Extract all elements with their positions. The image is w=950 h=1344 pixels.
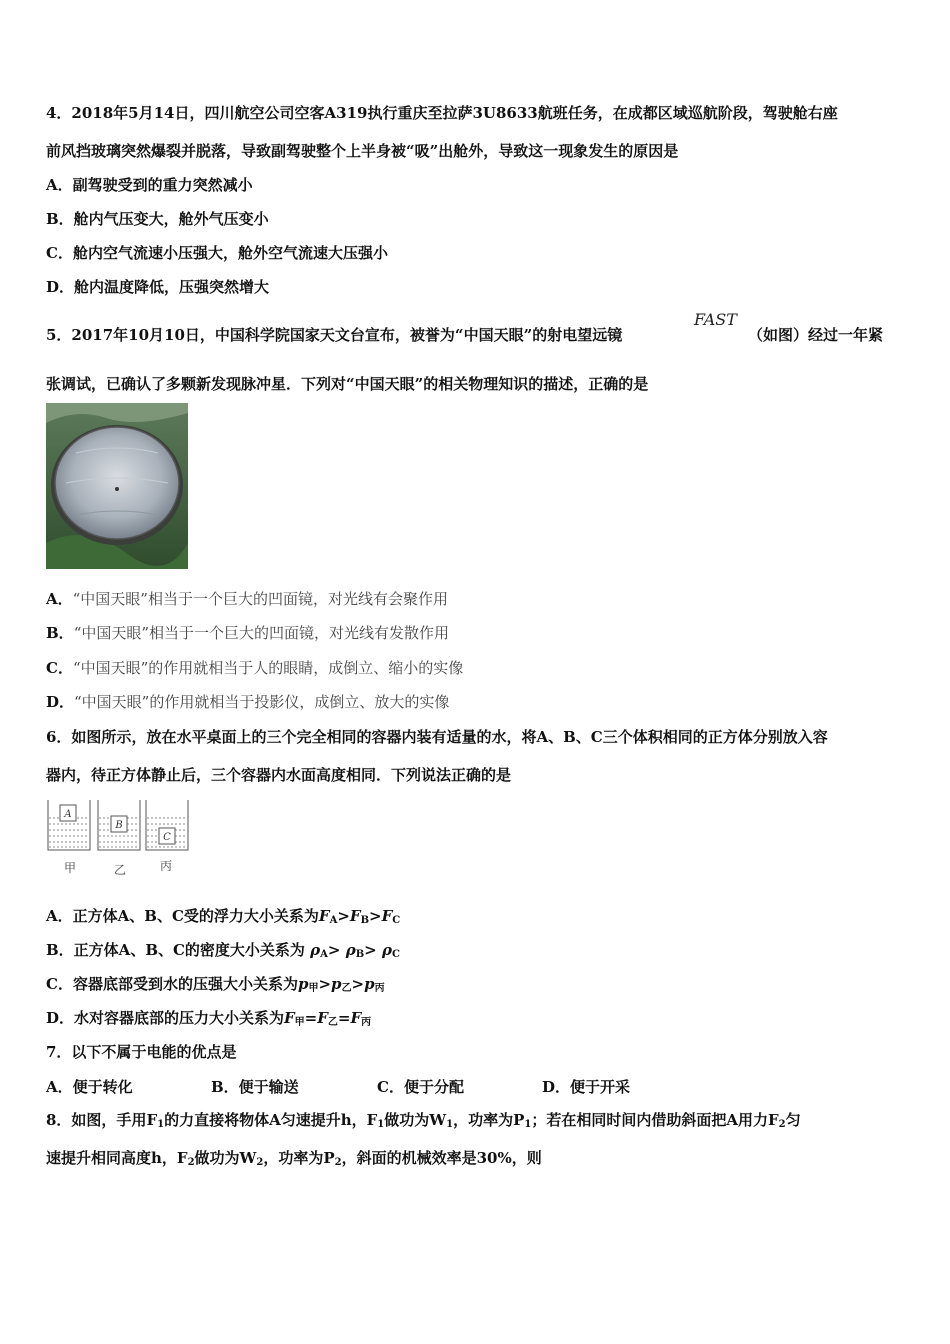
- q6-option-d-text: D．水对容器底部的压力大小关系为: [46, 1009, 285, 1027]
- q8-text: ，斜面的机械效率是30%，则: [341, 1149, 542, 1167]
- q5-option-c-label: C．: [46, 659, 73, 677]
- sub: 2: [256, 1157, 264, 1168]
- gt: >: [369, 907, 382, 925]
- q5-option-b-label: B．: [46, 624, 74, 642]
- sub: 1: [157, 1119, 165, 1130]
- symbol-f: F: [349, 907, 361, 925]
- q6-option-b: [46, 940, 400, 965]
- symbol-rho: ρ: [345, 941, 356, 959]
- sub: A: [329, 915, 338, 926]
- sub: 丙: [374, 983, 385, 994]
- q5-option-b: [46, 623, 449, 643]
- q6-option-c-text: C．容器底部受到水的压强大小关系为: [46, 975, 298, 993]
- q5-option-d-text: “中国天眼”的作用就相当于投影仪，成倒立、放大的实像: [74, 693, 450, 711]
- symbol-rho: ρ: [310, 941, 321, 959]
- fast-telescope-image: [46, 403, 188, 569]
- symbol-f: F: [284, 1009, 295, 1027]
- q7-stem: 7．以下不属于电能的优点是: [46, 1043, 237, 1061]
- q6-option-a-text: A．正方体A、B、C受的浮力大小关系为: [46, 907, 319, 925]
- q4-stem-line-2: 前风挡玻璃突然爆裂并脱落，导致副驾驶整个上半身被“吸”出舱外，导致这一现象发生的原因是: [46, 142, 679, 160]
- symbol-f: F: [318, 907, 330, 925]
- symbol-p: p: [331, 975, 342, 993]
- q8-text: 的力直接将物体A匀速提升h，F: [164, 1111, 378, 1129]
- q5-stem-part-2: （如图）经过一年紧: [748, 326, 884, 344]
- symbol-f: F: [381, 907, 393, 925]
- q4-option-c: C．舱内空气流速小压强大，舱外空气流速大压强小: [46, 244, 388, 262]
- sub: 甲: [308, 983, 319, 994]
- sub: 1: [377, 1119, 385, 1130]
- q5-option-a: [46, 589, 448, 609]
- sub: 乙: [327, 1017, 338, 1028]
- fast-label: FAST: [694, 310, 737, 329]
- sub: 2: [187, 1157, 195, 1168]
- q6-stem-line-2: 器内，待正方体静止后，三个容器内水面高度相同．下列说法正确的是: [46, 766, 512, 784]
- gt: >: [318, 975, 332, 993]
- sub: 2: [778, 1119, 786, 1130]
- symbol-f: F: [317, 1009, 328, 1027]
- sub: 1: [524, 1119, 532, 1130]
- q4-option-d: D．舱内温度降低，压强突然增大: [46, 278, 270, 296]
- q5-stem-part-1: 5．2017年10月10日，中国科学院国家天文台宣布，被誉为“中国天眼”的射电望远镜: [46, 326, 623, 344]
- q7-choice-b: B．便于输送: [211, 1078, 299, 1096]
- cube-b-label: B: [115, 820, 123, 831]
- q8-text: 速提升相同高度h，F: [46, 1149, 188, 1167]
- sub: A: [320, 949, 328, 960]
- sub: 1: [446, 1119, 454, 1130]
- q8-text: ；若在相同时间内借助斜面把A用力F: [531, 1111, 779, 1129]
- q6-option-b-text: B．正方体A、B、C的密度大小关系为: [46, 941, 305, 959]
- q6-stem-line-1: 6．如图所示，放在水平桌面上的三个完全相同的容器内装有适量的水，将A、B、C三个体积相同的正方体分别放入容: [46, 728, 828, 746]
- q7-choice-a: A．便于转化: [46, 1078, 133, 1096]
- q5-stem-line-1: [46, 325, 622, 345]
- gt: >: [327, 941, 341, 959]
- q7-choice-d: D．便于开采: [542, 1078, 631, 1096]
- q5-option-b-text: “中国天眼”相当于一个巨大的凹面镜，对光线有发散作用: [73, 624, 450, 642]
- sub: C: [391, 949, 400, 960]
- fast-telescope-illustration: [46, 403, 188, 569]
- cube-a-label: A: [64, 809, 72, 820]
- gt: >: [337, 907, 350, 925]
- symbol-f: F: [350, 1009, 362, 1027]
- q5-stem-line-2: 张调试，已确认了多颗新发现脉冲星．下列对“中国天眼”的相关物理知识的描述，正确的是: [46, 375, 649, 393]
- gt: >: [364, 941, 377, 959]
- gt: >: [351, 975, 365, 993]
- q8-text: ，功率为P: [263, 1149, 335, 1167]
- container-label-yi: 乙: [113, 863, 127, 877]
- sub: C: [392, 915, 401, 926]
- container-label-bing: 丙: [159, 859, 173, 873]
- sub: 丙: [361, 1017, 372, 1028]
- sub: B: [355, 949, 365, 960]
- q4-option-b: B．舱内气压变大，舱外气压变小: [46, 210, 269, 228]
- q8-stem-line-1: [46, 1110, 801, 1135]
- sub: 甲: [294, 1017, 305, 1028]
- sub: 乙: [341, 983, 352, 994]
- q6-option-d: [46, 1008, 371, 1033]
- q8-text: ，功率为P: [453, 1111, 525, 1129]
- q5-option-c: [46, 658, 463, 678]
- q8-text: 8．如图，手用F: [46, 1111, 158, 1129]
- q7-choice-c: C．便于分配: [377, 1078, 464, 1096]
- q8-text: 做功为W: [384, 1111, 447, 1129]
- q5-option-d: [46, 692, 449, 712]
- q5-option-a-text: “中国天眼”相当于一个巨大的凹面镜，对光线有会聚作用: [72, 590, 448, 608]
- q6-option-c: [46, 974, 385, 999]
- sub: 2: [334, 1157, 342, 1168]
- q5-option-a-label: A．: [46, 590, 73, 608]
- q8-text: 做功为W: [194, 1149, 257, 1167]
- cube-c-label: C: [163, 832, 171, 843]
- q5-option-d-label: D．: [46, 693, 75, 711]
- eq: =: [304, 1009, 318, 1027]
- sub: B: [360, 915, 370, 926]
- q5-option-c-text: “中国天眼”的作用就相当于人的眼睛，成倒立、缩小的实像: [72, 659, 464, 677]
- q4-option-a: A．副驾驶受到的重力突然减小: [46, 176, 253, 194]
- q4-stem-line-1: 4．2018年5月14日，四川航空公司空客A319执行重庆至拉萨3U8633航班任务，在成都区域巡航阶段，驾驶舱右座: [46, 104, 838, 122]
- symbol-p: p: [297, 975, 309, 993]
- q6-containers-figure: [46, 798, 196, 878]
- symbol-rho: ρ: [381, 941, 392, 959]
- q8-stem-line-2: [46, 1148, 542, 1173]
- symbol-p: p: [364, 975, 375, 993]
- container-label-jia: 甲: [63, 861, 77, 875]
- q6-option-a: [46, 906, 400, 931]
- q8-text: 匀: [785, 1111, 801, 1129]
- containers-diagram: [46, 798, 196, 878]
- eq: =: [337, 1009, 351, 1027]
